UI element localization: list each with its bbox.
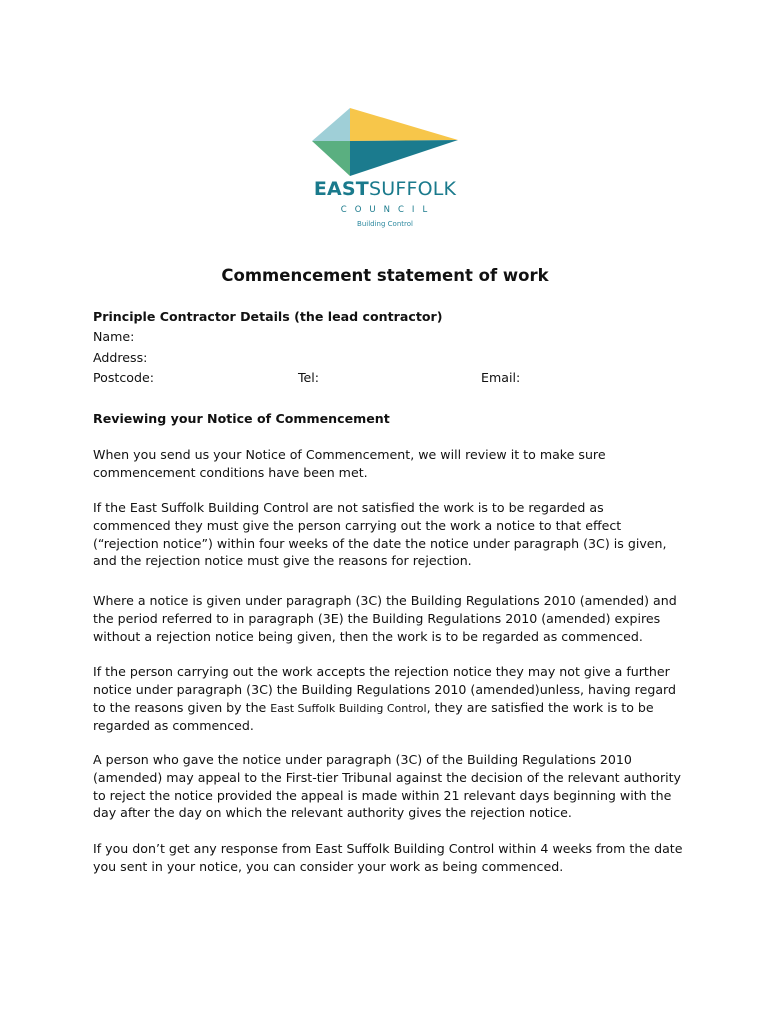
logo-division: Building Control: [357, 220, 413, 228]
paragraph-6: If you don’t get any response from East Suffolk Building Control within 4 weeks from the date you sent in your notice, you can consider your work as being commenced.: [93, 841, 683, 874]
logo-council: COUNCIL: [340, 205, 436, 215]
logo-brand-east: EAST: [313, 178, 369, 200]
review-heading: Reviewing your Notice of Commencement: [93, 411, 390, 426]
contact-row: [93, 369, 683, 387]
paragraph-4-org: East Suffolk Building Control: [270, 701, 427, 715]
postcode-label: Postcode:: [93, 370, 154, 385]
paragraph-2: If the East Suffolk Building Control are not satisfied the work is to be regarded as commenced they must give the person carrying out the work a notice to that effect (“rejection notice”) within four weeks of the date the notice under paragraph (3C) is given, and the rejection notice must give the reasons for rejection.: [93, 500, 667, 569]
paragraph-4-end: , they are satisfied the work is to be regarded as commenced.: [93, 699, 654, 734]
page-title: Commencement statement of work: [221, 266, 549, 285]
tel-label: Tel:: [298, 370, 320, 385]
address-label: Address:: [93, 350, 148, 365]
email-label: Email:: [481, 370, 521, 385]
logo-brand-suffolk: SUFFOLK: [368, 178, 457, 200]
paragraph-1: When you send us your Notice of Commencement, we will review it to make sure commencement conditions have been met.: [93, 447, 606, 480]
paragraph-5: A person who gave the notice under paragraph (3C) of the Building Regulations 2010 (amended) may appeal to the First-tier Tribunal against the decision of the relevant authority to reject the notice provided the appeal is made within 21 relevant days beginning with the day after the day on which the relevant authority gives the rejection notice.: [93, 752, 682, 821]
paragraph-4: [93, 663, 683, 735]
paragraph-4-start: If the person carrying out the work accepts the rejection notice they may not give a further notice under paragraph (3C) the Building Regulations 2010 (amended)unless, having regard to the reasons given by the: [93, 664, 676, 715]
paragraph-3: Where a notice is given under paragraph (3C) the Building Regulations 2010 (amended) and the period referred to in paragraph (3E) the Building Regulations 2010 (amended) expires without a rejection notice being given, then the work is to be regarded as commenced.: [93, 593, 677, 644]
logo-mark-icon: [300, 100, 470, 180]
name-label: Name:: [93, 329, 135, 344]
logo-brand-name: [300, 178, 470, 200]
contractor-heading: Principle Contractor Details (the lead contractor): [93, 309, 443, 324]
